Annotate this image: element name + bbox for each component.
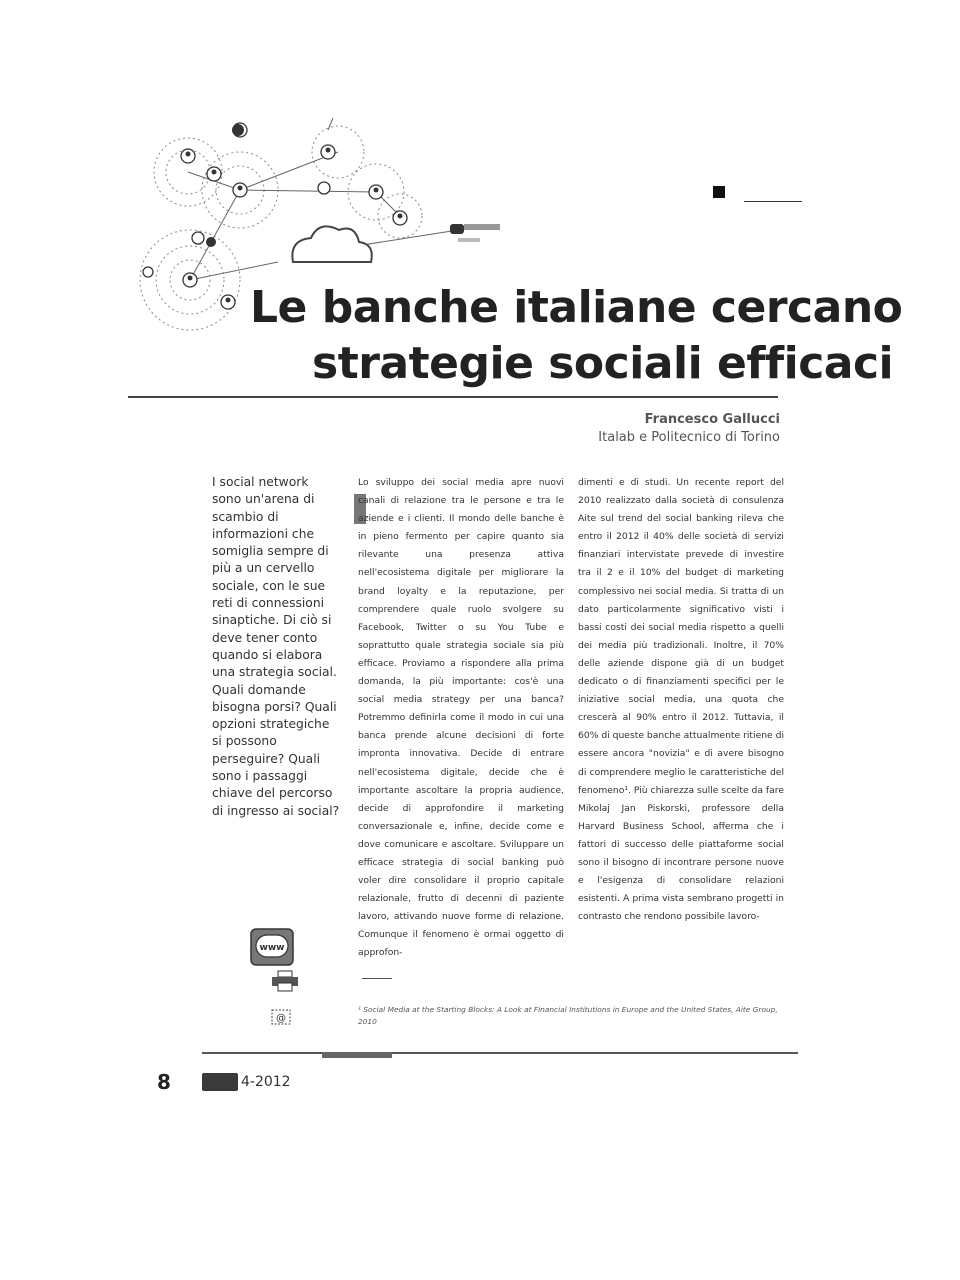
footer-divider [202,1052,798,1054]
svg-text:@: @ [276,1013,286,1024]
footnote: ¹ Social Media at the Starting Blocks: A Look at Financial Institutions in Europe and the United States, Aite Group, 2010 [358,1005,778,1026]
sidebar-intro: I social network sono un'arena di scambio di informazioni che somiglia sempre di più a un cervello sociale, con le sue reti di connessioni sinaptiche. Di ciò si deve tener conto quando si elabora una strategia social. Quali domande bisogna porsi? Quali opzioni strategiche si possono perseguire? Quali sono i passaggi chiave del percorso di ingresso ai social? [212,475,340,818]
www-label: www [259,943,285,953]
print-icon[interactable] [270,970,300,992]
magazine-logo [202,1073,238,1091]
issue-label: 4-2012 [241,1074,291,1090]
article-column-2: dimenti e di studi. Un recente report del 2010 realizzato dalla società di consulenza Aite sul trend del social banking rileva che entro il 2012 il 40% delle società di servizi finanziari intervistate prevede di investire tra il 2 e il 10% del budget di marketing complessivo nei social media. Si tratta di un dato particolarmente significativo visti i bassi costi dei social media rispetto a quelli dei media più tradizionali. Inoltre, il 70% delle aziende dispone già di un budget dedicato o di finanziamenti specifici per le iniziative social media, una quota che crescerà al 90% entro il 2012. Tuttavia, il 60% di queste banche attualmente ritiene di essere ancora "novizia" e di avere bisogno di comprendere meglio le caratteristiche del fenomeno¹. Più chiarezza sulle scelte da fare Mikolaj Jan Piskorski, professore della Harvard Business School, afferma che i fattori di successo delle piattaforme social sono il bisogno di incontrare persone nuove e l'esigenza di consolidare relazioni esistenti. A prima vista sembrano progetti in contrasto che rendono possibile lavoro- [578,477,785,923]
www-icon[interactable] [250,928,294,966]
author-affiliation: Italab e Politecnico di Torino [598,430,780,445]
email-icon[interactable] [270,1006,292,1028]
title-line-2: strategie sociali efficaci [312,338,894,389]
footer-divider-accent [322,1052,392,1058]
title-line-1: Le banche italiane cercano [250,282,903,333]
author-name: Francesco Gallucci [644,412,780,427]
corner-rule [744,201,802,202]
header-divider [128,396,778,398]
footnote-divider [362,978,392,979]
corner-marker [713,186,725,198]
page-number: 8 [157,1070,171,1094]
article-column-1: Lo sviluppo dei social media apre nuovi canali di relazione tra le persone e tra le aziende e i clienti. Il mondo delle banche è in pieno fermento per capire quanto sia rilevante una presenza attiva nell'ecosistema digitale per migliorare la brand loyalty e la reputazione, per comprendere quale ruolo svolgere su Facebook, Twitter o su You Tube e soprattutto quale strategia sociale sia più efficace. Proviamo a rispondere alla prima domanda, la più importante: cos'è una social media strategy per una banca? Potremmo definirla come il modo in cui una banca prende alcune decisioni di forte impronta innovativa. Decide di entrare nell'ecosistema digitale, decide che è importante ascoltare la propria audience, decide di approfondire il marketing conversazionale e, infine, decide come e dove comunicare e ascoltare. Sviluppare un efficace strategia di social banking può voler dire consolidare il proprio capitale relazionale, frutto di decenni di paziente lavoro, attivando nuove forme di relazione. Comunque il fenomeno è ormai oggetto di approfon- [358,477,564,959]
